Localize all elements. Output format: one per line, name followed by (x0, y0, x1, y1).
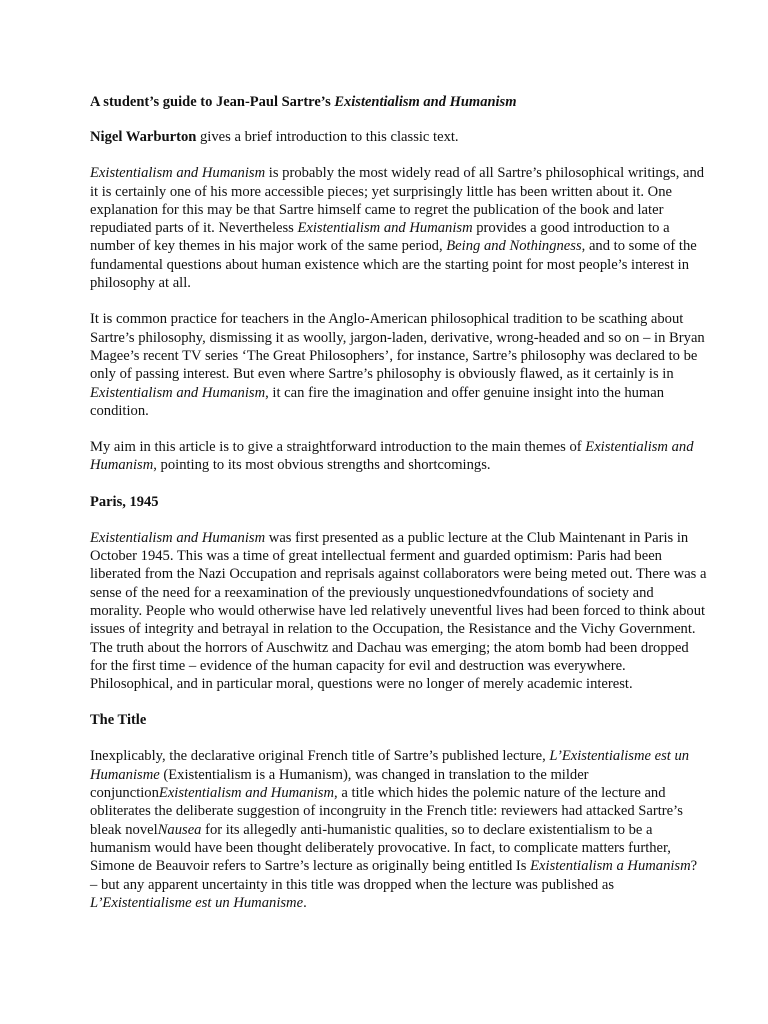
paragraph-intro: Existentialism and Humanism is probably the most widely read of all Sartre’s philosophical writings, and it is certainly one of his more accessible pieces; yet surprisingly little has been written about it. One explanation for this may be that Sartre himself came to regret the publication of the book and later repudiated parts of it. Nevertheless Existentialism and Humanism provides a good introduction to a number of key themes in his major work of the same period, Being and Nothingness, and to some of the fundamental questions about human existence which are the starting point for most people’s interest in philosophy at all. (90, 165, 705, 292)
paragraph-paris: Existentialism and Humanism was first presented as a public lecture at the Club Maintenant in Paris in October 1945. This was a time of great intellectual ferment and guarded optimism: Paris had been liberated from the Nazi Occupation and reprisals against collaborators were being meted out. There was a sense of the need for a reexamination of the previously unquestionedvfoundations of society and morality. People who would otherwise have led relatively uneventful lives had been forced to think about issues of integrity and betrayal in relation to the Occupation, the Resistance and the Vichy Government. The truth about the horrors of Auschwitz and Dachau was emerging; the atom bomb had been dropped for the first time – evidence of the human capacity for evil and destruction was everywhere. Philosophical, and in particular moral, questions were no longer of merely academic interest. (90, 529, 707, 693)
paragraph-aim: My aim in this article is to give a straightforward introduction to the main themes of Existentialism and Humanism, pointing to its most obvious strengths and shortcomings. (90, 439, 694, 474)
paragraph-criticism: It is common practice for teachers in the Anglo-American philosophical tradition to be scathing about Sartre’s philosophy, dismissing it as woolly, jargon-laden, derivative, wrong-headed and so on – in Bryan Magee’s recent TV series ‘The Great Philosophers’, for instance, Sartre’s philosophy was declared to be only of passing interest. But even where Sartre’s philosophy is obviously flawed, as it certainly is in Existentialism and Humanism, it can fire the imagination and offer genuine insight into the human condition. (90, 311, 705, 419)
byline-text: gives a brief introduction to this classic text. (196, 129, 459, 145)
heading-paris-1945: Paris, 1945 (90, 493, 159, 510)
byline (90, 128, 708, 146)
paragraph-title: Inexplicably, the declarative original French title of Sartre’s published lecture, L’Existentialisme est un Humanisme (Existentialism is a Humanism), was changed in translation to the milder conjunctionExistentialism and Humanism, a title which hides the polemic nature of the lecture and obliterates the deliberate suggestion of incongruity in the French title: reviewers had attacked Sartre’s bleak novelNausea for its allegedly anti-humanistic qualities, so to declare existentialism to be a humanism would have been thought deliberately provocative. In fact, to complicate matters further, Simone de Beauvoir refers to Sartre’s lecture as originally being entitled Is Existentialism a Humanism? – but any apparent uncertainty in this title was dropped when the lecture was published as L’Existentialisme est un Humanisme. (90, 748, 698, 911)
article-title (90, 92, 708, 112)
author-name: Nigel Warburton (90, 129, 197, 145)
title-book: Existentialism and Humanism (334, 94, 517, 110)
heading-the-title: The Title (90, 712, 147, 729)
title-text: A student’s guide to Jean-Paul Sartre’s (90, 94, 335, 110)
